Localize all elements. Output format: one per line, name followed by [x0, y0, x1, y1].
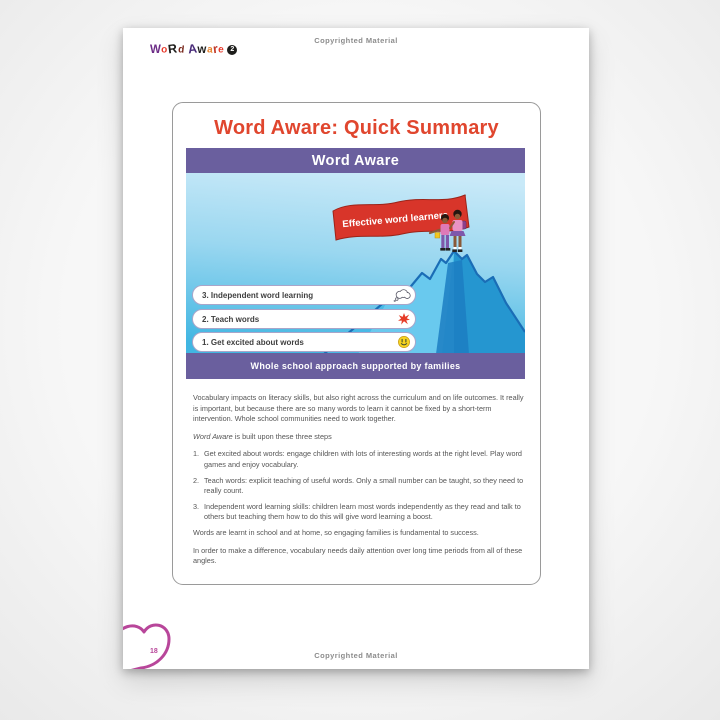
step-label: 3. Independent word learning: [202, 290, 314, 300]
word-aware-diagram: [186, 148, 525, 379]
closing-paragraph: In order to make a difference, vocabulary needs daily attention over long time periods from all of these angles.: [193, 545, 523, 566]
step-pill-teach-words: [192, 309, 416, 329]
step-label: 2. Teach words: [202, 314, 260, 324]
list-number: 1.: [193, 449, 200, 459]
page-title: Word Aware: Quick Summary: [214, 117, 499, 139]
thought-bubble-icon: [393, 289, 411, 302]
cloud-outline-icon: [123, 615, 187, 669]
list-item: [193, 476, 529, 497]
list-text: Teach words: explicit teaching of useful words. Only a small number can be taught, so they need to really count.: [204, 475, 524, 496]
three-steps-list: [193, 449, 529, 523]
diagram-header: Word Aware: [186, 148, 525, 173]
diagram-footer: Whole school approach supported by families: [186, 353, 525, 379]
book-page: [123, 28, 589, 669]
logo-edition-badge: 2: [227, 45, 237, 55]
lead-rest: is built upon these three steps: [232, 431, 332, 441]
smiley-icon: [397, 335, 411, 349]
quick-summary-box: [172, 102, 541, 585]
word-aware-italic: Word Aware: [193, 431, 233, 441]
list-text: Independent word learning skills: children learn most words independently as they read and talk to others but teaching them how to do this will give word learning a boost.: [204, 501, 521, 522]
list-item: [193, 449, 529, 470]
splat-icon: [397, 312, 411, 326]
step-label: 1. Get excited about words: [202, 337, 304, 347]
copyright-notice-bottom: Copyrighted Material: [314, 651, 398, 660]
list-item: [193, 502, 529, 523]
list-number: 3.: [193, 501, 200, 511]
step-pill-get-excited: [192, 332, 416, 352]
page-number-cloud: [123, 615, 187, 669]
summary-body-text: [193, 393, 529, 574]
list-number: 2.: [193, 475, 200, 485]
steps-lead-sentence: [193, 432, 529, 443]
page-number: 18: [150, 648, 158, 655]
step-pill-independent-learning: [192, 285, 416, 305]
flag-text: Effective word learners: [341, 210, 448, 231]
copyright-notice-top: Copyrighted Material: [314, 36, 398, 45]
logo-wordmark: WoRd Aware: [150, 41, 225, 57]
word-aware-logo: [150, 43, 237, 57]
mountain-illustration: [186, 173, 525, 353]
intro-paragraph: Vocabulary impacts on literacy skills, but also right across the curriculum and on life outcomes. It really is important, but because there are so many words to learn it cannot be fixed by a short-term intervention. Whole school communities need to work together.: [193, 393, 524, 424]
list-text: Get excited about words: engage children with lots of interesting words at the right level. Play word games and enjoy vocabulary.: [204, 449, 522, 469]
families-paragraph: Words are learnt in school and at home, so engaging families is fundamental to success.: [193, 527, 479, 537]
